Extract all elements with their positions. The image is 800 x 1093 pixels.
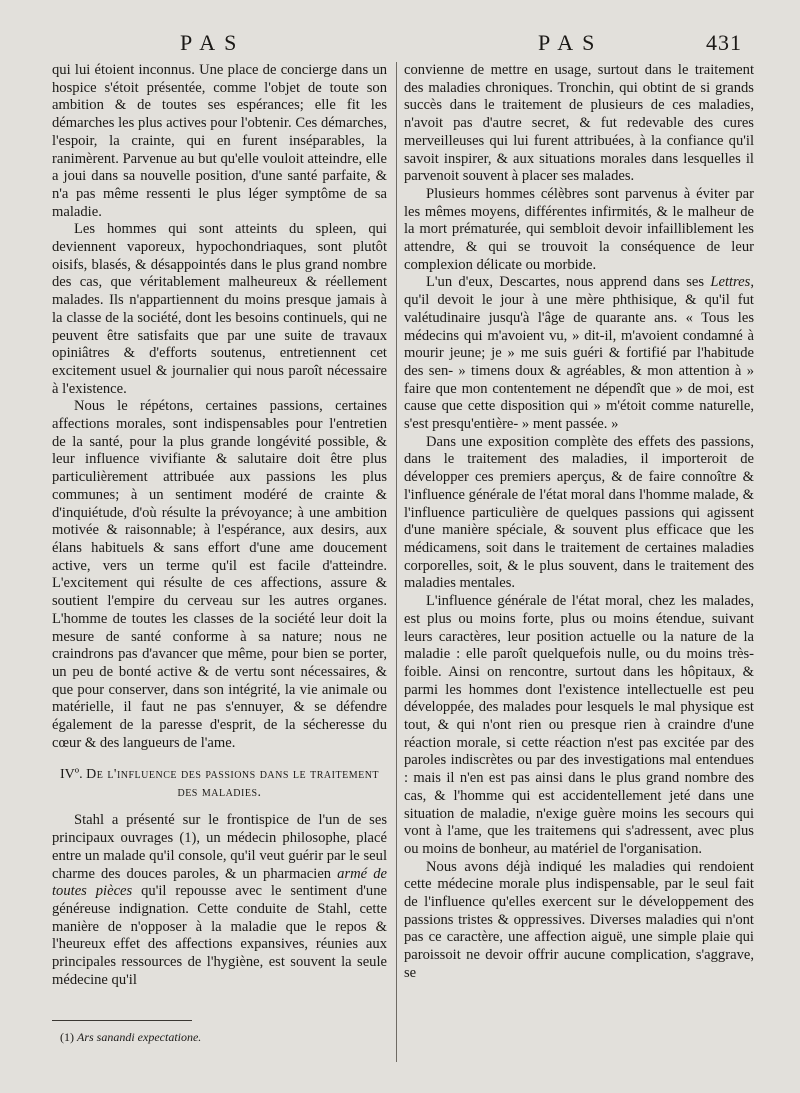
page-number: 431 [706, 30, 742, 55]
header-right-word: PAS [538, 30, 604, 55]
paragraph [52, 812, 387, 989]
text-run: L'un d'eux, Descartes, nous apprend dans ses [426, 274, 711, 291]
column-divider [396, 62, 397, 1062]
paragraph [404, 274, 754, 433]
paragraph: Plusieurs hommes célèbres sont parvenus à éviter par les mêmes moyens, différentes infirmités, & le malheur de la mort prématurée, qui sembloit devoir infailliblement les attendre, & qui se trouvoit la conséquence de leur complexion délicate ou morbide. [404, 185, 754, 273]
footnote [60, 1030, 201, 1045]
paragraph: Nous le répétons, certaines passions, certaines affections morales, sont indispensables pour l'entretien de la santé, pour la plus grande longévité possible, & leur influence vivifiante & salutaire doit être plus particulièrement attribuée aux passions les plus communes; à un sentiment modéré de crainte & d'inquiétude, d'où résulte la prévoyance; à une ambition motivée & raisonnable; à l'espérance, aux desirs, aux élans habituels & sans effort d'une ame doucement active, vers un terme qu'il est facile d'atteindre. L'excitement qui résulte de ces affections, assure & soutient l'empire du cerveau sur les autres organes. L'homme de toutes les classes de la société leur doit la mesure de santé conforme à sa nature; nous ne craindrons pas d'avancer que même, pour bien se porter, un peu de bonté active & de vertu sont nécessaires, & que pour conserver, dans son intégrité, la vie animale ou matérielle, il faut ne pas s'ennuyer, & se défendre également de la paresse d'esprit, de la sécheresse du cœur & des langueurs de l'ame. [52, 398, 387, 751]
italic-text: armé de toutes pièces [52, 865, 388, 900]
text-run: Stahl a présenté sur le frontispice de l'un de ses principaux ouvrages (1), un médecin philosophe, placé entre un malade qu'il console, qu'il veut guérir par le seul charme des douces paroles, & un pharmacien [52, 812, 387, 882]
italic-text: Lettres [710, 274, 751, 291]
paragraph: Dans une exposition complète des effets des passions, dans le traitement des maladies, il importeroit de développer ces premiers aperçus, & de faire connoître & l'influence générale de l'état moral dans l'homme malade, & l'influence particulière de quelques passions qui agissent d'une manière spéciale, & souvent plus efficace que les médicamens, soit dans le traitement de certaines maladies corporelles, soit, & le plus souvent, dans le traitement des maladies mentales. [404, 433, 754, 592]
paragraph: L'influence générale de l'état moral, chez les malades, est plus ou moins forte, plus ou moins étendue, suivant leurs caractères, leur position actuelle ou la nature de la maladie : elle paroît quelquefois nulle, ou du moins très-foible. Ainsi on rencontre, surtout dans les hôpitaux, & parmi les hommes dont l'existence intellectuelle est peu développée, des malades pour lesquels le mal physique est tout, & qui n'ont rien ou presque rien à craindre d'une réaction morale, si cette réaction n'est pas excitée par des paroles indiscrètes ou par des investigations mal entendues : mais il n'en est pas ainsi dans le plus grand nombre des cas, & l'homme qui est accidentellement jeté dans une situation de maladie, n'exige guère moins les secours qui vont à l'ame, que les traitemens qui s'adressent, avec plus ou moins de bonheur, au matériel de l'organisation. [404, 593, 754, 857]
section-heading [52, 766, 387, 802]
text-run: , qu'il devoit le jour à une mère phthisique, & qu'il fut valétudinaire jusqu'à l'âge de quarante ans. « Tous les médecins qui m'avoient vu, » dit-il, m'avoient condamné à mourir jeune; je » me suis guéri & fortifié par l'habitude des sen- » timens doux & agréables, & mon attention à » faire que mon contentement ne dépendît que » de moi, est cause que cette disposition qui » m'étoit comme naturelle, s'est presqu'entière- » ment passée. » [404, 274, 754, 433]
header-left-word: PAS [180, 30, 246, 55]
section-number: IVº. [59, 767, 87, 783]
right-column [404, 62, 754, 983]
footnote-marker: (1) [60, 1030, 77, 1044]
paragraph: Les hommes qui sont atteints du spleen, qui deviennent vaporeux, hypochondriaques, sont plutôt oisifs, blasés, & désappointés dans le plus grand nombre des cas, que véritablement malheureux & réellement malades. Ils n'appartiennent du moins presque jamais à la classe de la société, dont les besoins continuels, qui ne peuvent être satisfaits que par une suite de travaux opiniâtres & d'efforts soutenus, entretiennent cet excitement usuel & journalier qui nous paroît nécessaire à l'existence. [52, 221, 387, 397]
running-header [0, 30, 800, 60]
paragraph: Nous avons déjà indiqué les maladies qui rendoient cette médecine morale plus indispensable, par le seul fait de l'influence qu'elles exercent sur le développement des passions tristes & oppressives. Diverses maladies qui n'ont pas ce caractère, une affection aiguë, une simple plaie qui paroissoit ne devoir offrir aucune complication, s'aggrave, se [404, 858, 754, 981]
text-run: qu'il repousse avec le sentiment d'une généreuse indignation. Cette conduite de Stahl, cette manière de n'opposer à la maladie que le repos & l'heureux effet des affections expansives, réunies aux principales ressources de l'hygiène, est souvent la seule médecine qu'il [52, 883, 387, 988]
paragraph: convienne de mettre en usage, surtout dans le traitement des maladies chroniques. Tronchin, qui obtint de si grands succès dans le traitement de plusieurs de ces maladies, n'avoit pas d'autre secret, & fut redevable des cures merveilleuses qui lui furent attribuées, à la confiance qu'il savoit inspirer, & aux situations morales dans lesquelles il parvenoit souvent à placer ses malades. [404, 62, 754, 185]
footnote-rule [52, 1020, 192, 1021]
paragraph: qui lui étoient inconnus. Une place de concierge dans un hospice s'étoit présentée, comme l'objet de toute son ambition & de toutes ses espérances; elle fit les démarches les plus actives pour l'obtenir. Ces démarches, l'espoir, la crainte, qui en furent inséparables, la ranimèrent. Parvenue au but qu'elle vouloit atteindre, elle a joui dans sa nouvelle position, d'une santé parfaite, & n'a pas même ressenti le plus léger symptôme de sa maladie. [52, 62, 387, 220]
left-column [52, 62, 387, 989]
section-title: De l'influence des passions dans le traitement des maladies. [86, 767, 380, 801]
footnote-text: Ars sanandi expectatione. [77, 1030, 202, 1044]
